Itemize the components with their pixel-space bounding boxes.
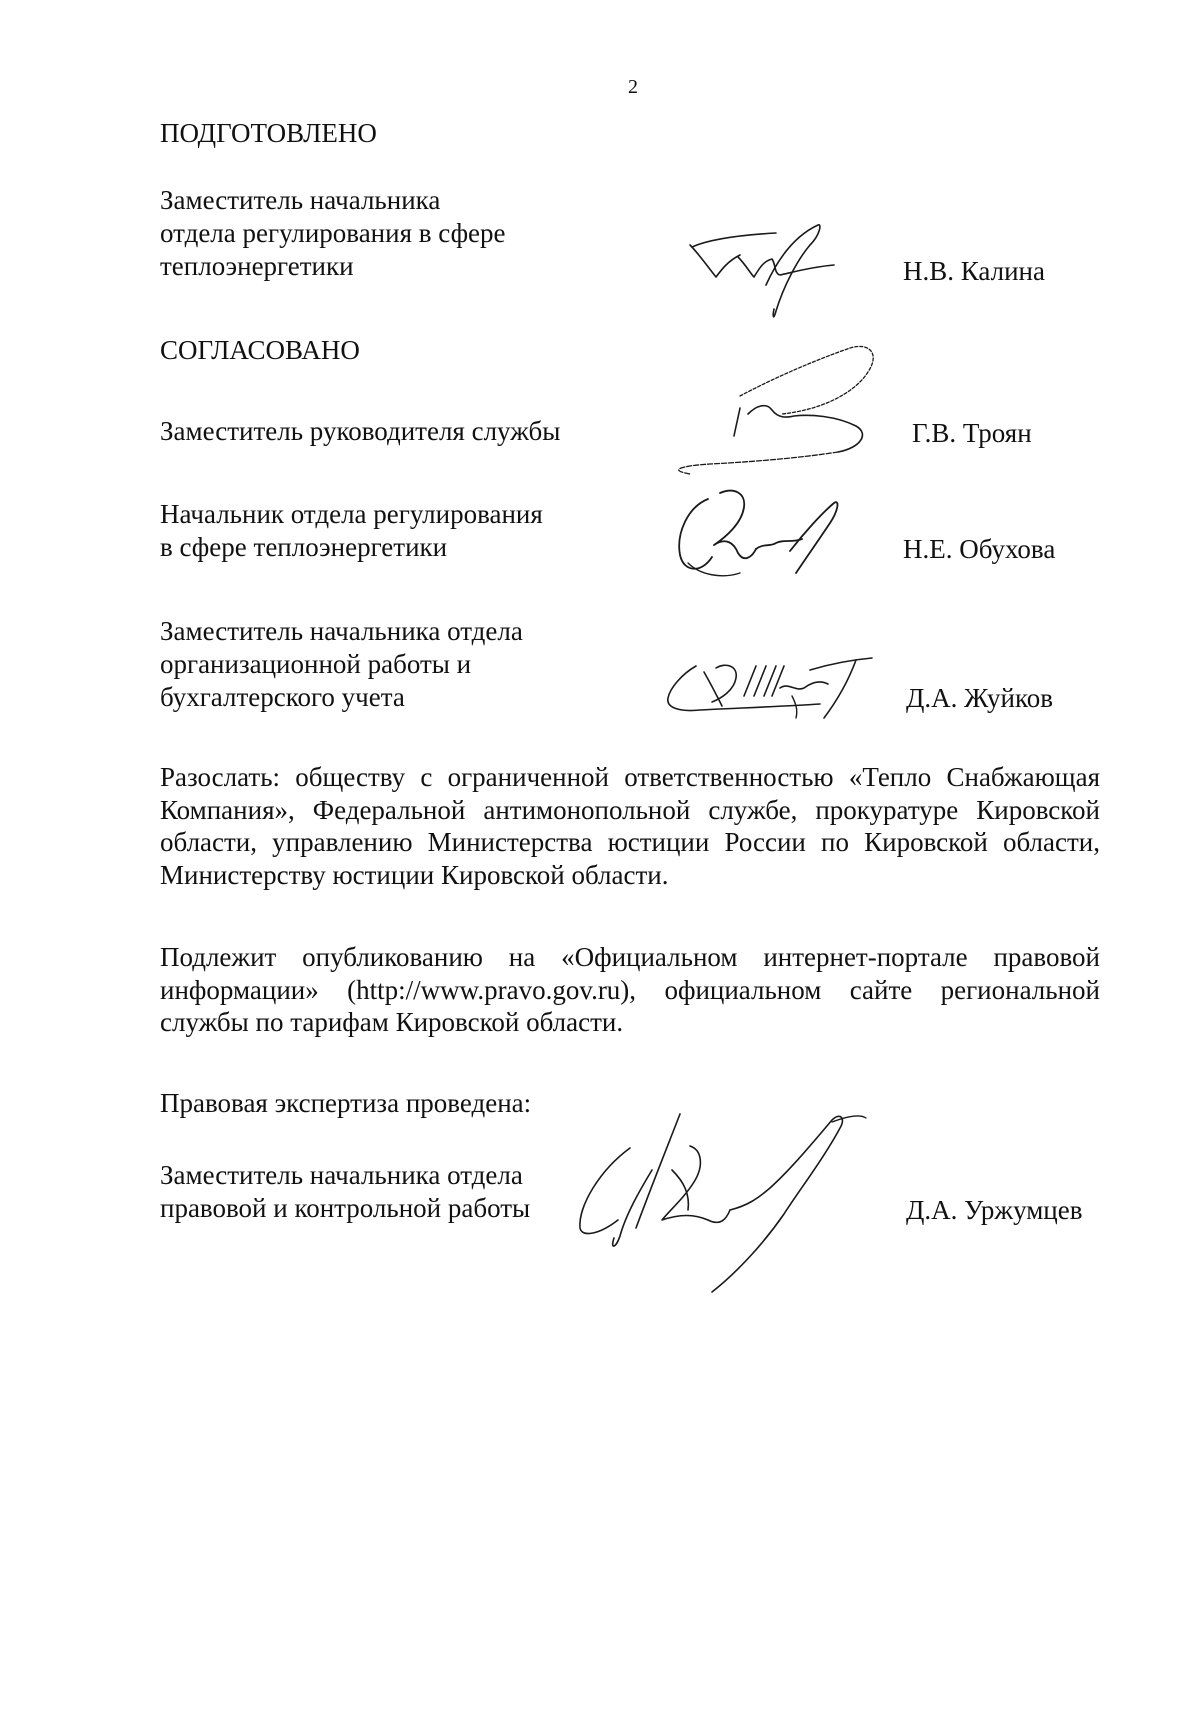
signature-obukhova [668, 483, 858, 593]
legal-review-name: Д.А. Уржумцев [906, 1195, 1083, 1225]
signature-kalina [680, 215, 870, 325]
agreed-name-3: Д.А. Жуйков [906, 683, 1053, 713]
signature-zhuykov [660, 652, 880, 732]
legal-review-heading: Правовая экспертиза проведена: [160, 1088, 532, 1118]
publication-note: Подлежит опубликованию на «Официальном интернет-портале правовой информации» (http://www.pravo.gov.ru), официальном сайте региональной службы по тарифам Кировской области. [160, 942, 1100, 1037]
agreed-name-2: Н.Е. Обухова [903, 534, 1056, 564]
agreed-position-2: Начальник отдела регулирования в сфере теплоэнергетики [160, 499, 543, 562]
distribution-list: Разослать: обществу с ограниченной ответственностью «Тепло Снабжающая Компания», Федеральной антимонопольной службе, прокуратуре Кировской области, управлению Министерства юстиции России по Кировской области, Министерству юстиции Кировской области. [160, 762, 1100, 890]
agreed-heading: СОГЛАСОВАНО [160, 335, 360, 365]
agreed-position-3: Заместитель начальника отдела организационной работы и бухгалтерского учета [160, 616, 523, 712]
prepared-heading: ПОДГОТОВЛЕНО [160, 118, 377, 148]
signature-urzhumtsev [570, 1110, 890, 1300]
agreed-position-1: Заместитель руководителя службы [160, 416, 561, 446]
agreed-name-1: Г.В. Троян [912, 418, 1032, 448]
prepared-position: Заместитель начальника отдела регулирования в сфере теплоэнергетики [160, 185, 506, 281]
prepared-name: Н.В. Калина [903, 256, 1045, 286]
page-number: 2 [628, 76, 638, 98]
legal-review-position: Заместитель начальника отдела правовой и контрольной работы [160, 1160, 531, 1223]
signature-troyan [660, 340, 890, 500]
